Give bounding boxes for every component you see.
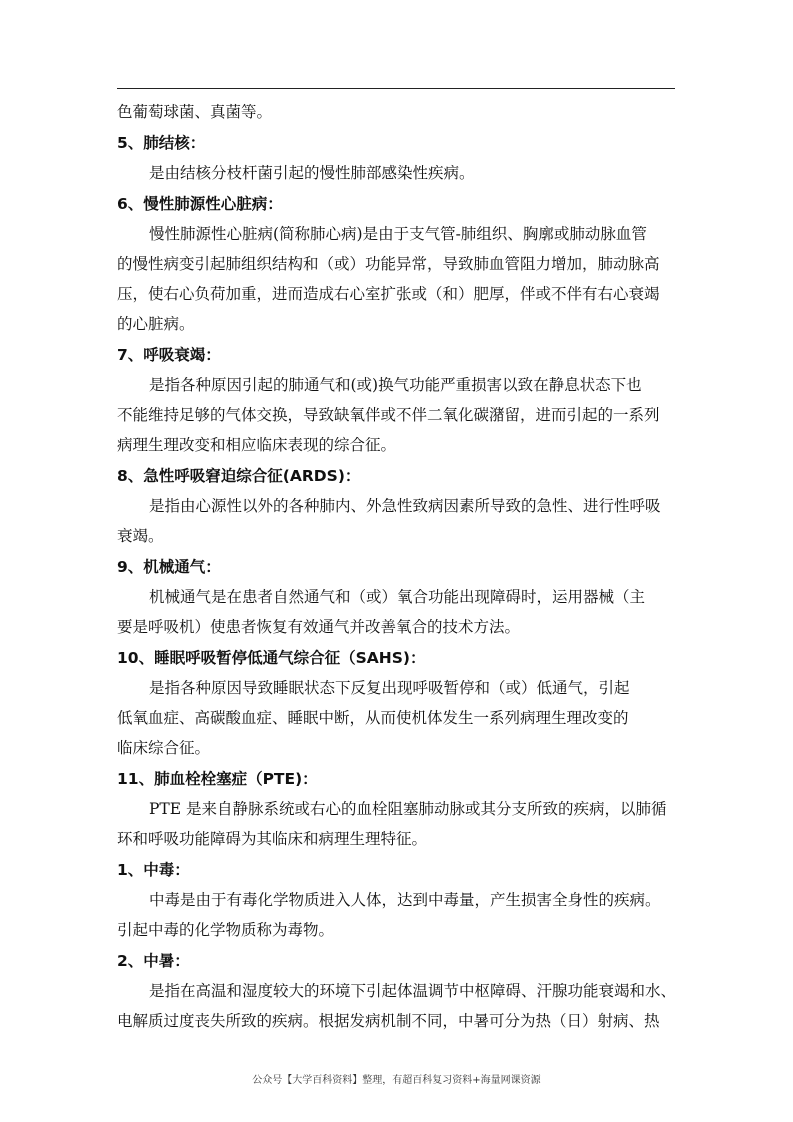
text-line: 是由结核分枝杆菌引起的慢性肺部感染性疾病。 bbox=[149, 164, 475, 182]
section-heading: 2、中暑： bbox=[117, 952, 190, 970]
text-line: 临床综合征。 bbox=[117, 739, 211, 757]
section-heading: 5、肺结核： bbox=[117, 134, 206, 152]
text-line: 低氧血症、高碳酸血症、睡眠中断，从而使机体发生一系列病理生理改变的 bbox=[117, 709, 629, 727]
text-line: 不能维持足够的气体交换，导致缺氧伴或不伴二氧化碳潴留，进而引起的一系列 bbox=[117, 406, 660, 424]
section-heading: 7、呼吸衰竭： bbox=[117, 346, 221, 364]
page-footer: 公众号【大学百科资料】整理，有超百科复习资料+海量网课资源 bbox=[252, 1075, 541, 1086]
header-rule bbox=[117, 88, 675, 89]
text-line: 的心脏病。 bbox=[117, 315, 195, 333]
section-heading: 6、慢性肺源性心脏病： bbox=[117, 195, 283, 213]
text-line: 要是呼吸机）使患者恢复有效通气并改善氧合的技术方法。 bbox=[117, 618, 521, 636]
text-line: 慢性肺源性心脏病(简称肺心病)是由于支气管-肺组织、胸廓或肺动脉血管 bbox=[149, 225, 647, 243]
text-line: 环和呼吸功能障碍为其临床和病理生理特征。 bbox=[117, 830, 428, 848]
section-heading: 9、机械通气： bbox=[117, 558, 221, 576]
document-body bbox=[117, 97, 679, 1036]
text-line: 病理生理改变和相应临床表现的综合征。 bbox=[117, 436, 397, 454]
text-line: 是指由心源性以外的各种肺内、外急性致病因素所导致的急性、进行性呼吸 bbox=[149, 497, 661, 515]
text-line: 压，使右心负荷加重，进而造成右心室扩张或（和）肥厚，伴或不伴有右心衰竭 bbox=[117, 285, 660, 303]
text-line: 电解质过度丧失所致的疾病。根据发病机制不同，中暑可分为热（日）射病、热 bbox=[117, 1012, 660, 1030]
text-line: 色葡萄球菌、真菌等。 bbox=[117, 103, 273, 121]
text-line: PTE 是来自静脉系统或右心的血栓阻塞肺动脉或其分支所致的疾病，以肺循 bbox=[149, 800, 667, 818]
text-line: 中毒是由于有毒化学物质进入人体，达到中毒量，产生损害全身性的疾病。 bbox=[149, 891, 661, 909]
text-line: 衰竭。 bbox=[117, 527, 164, 545]
text-line: 机械通气是在患者自然通气和（或）氧合功能出现障碍时，运用器械（主 bbox=[149, 588, 646, 606]
section-heading: 10、睡眠呼吸暂停低通气综合征（SAHS)： bbox=[117, 649, 426, 667]
text-line: 是指各种原因导致睡眠状态下反复出现呼吸暂停和（或）低通气，引起 bbox=[149, 679, 630, 697]
section-heading: 11、肺血栓栓塞症（PTE)： bbox=[117, 770, 318, 788]
text-line: 是指各种原因引起的肺通气和(或)换气功能严重损害以致在静息状态下也 bbox=[149, 376, 642, 394]
section-heading: 1、中毒： bbox=[117, 861, 190, 879]
text-line: 引起中毒的化学物质称为毒物。 bbox=[117, 921, 335, 939]
section-heading: 8、急性呼吸窘迫综合征(ARDS)： bbox=[117, 467, 361, 485]
text-line: 是指在高温和湿度较大的环境下引起体温调节中枢障碍、汗腺功能衰竭和水、 bbox=[149, 982, 677, 1000]
text-line: 的慢性病变引起肺组织结构和（或）功能异常，导致肺血管阻力增加，肺动脉高 bbox=[117, 255, 660, 273]
